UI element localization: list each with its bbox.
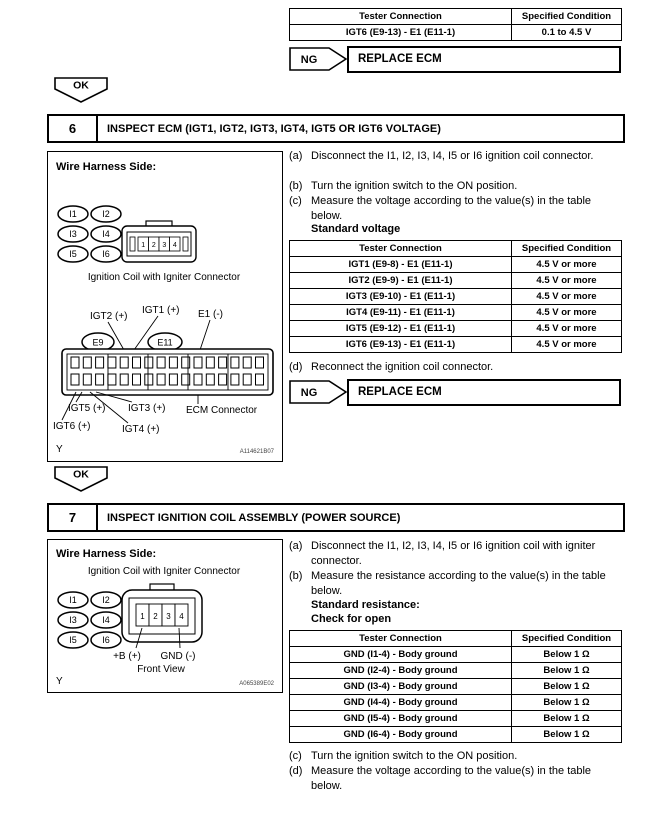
coil-pin-labels	[69, 209, 110, 259]
label-ecm-connector: ECM Connector	[186, 405, 258, 416]
instruction-b	[289, 179, 621, 194]
specified-condition-cell: 4.5 V or more	[512, 273, 622, 289]
ecm-connector-drawing	[62, 349, 273, 395]
ng-branch	[289, 380, 621, 404]
step7-resistance-table	[289, 630, 622, 743]
pin-number-1: 1	[140, 612, 145, 621]
tester-connection-cell: IGT6 (E9-13) - E1 (E11-1)	[290, 25, 512, 41]
igniter-connector-front-view	[122, 584, 202, 642]
table-row	[290, 647, 622, 663]
pin-i6: I6	[102, 635, 110, 645]
pin-i6: I6	[102, 249, 110, 259]
specified-condition-cell: Below 1 Ω	[512, 695, 622, 711]
specified-condition-cell: 4.5 V or more	[512, 257, 622, 273]
instruction-text: Turn the ignition switch to the ON position.	[311, 180, 518, 192]
specified-condition-cell: Below 1 Ω	[512, 679, 622, 695]
pin-i3: I3	[69, 229, 77, 239]
step-6-header	[47, 114, 625, 143]
pin-i2: I2	[102, 209, 110, 219]
label-gnd: GND (-)	[160, 651, 196, 662]
instruction-label: (d)	[289, 765, 303, 777]
table-row	[290, 695, 622, 711]
table-row	[290, 321, 622, 337]
label-igt6: IGT6 (+)	[53, 421, 91, 432]
pin-number-2: 2	[151, 242, 156, 249]
pin-number-4: 4	[179, 612, 184, 621]
coil-pin-ovals	[58, 206, 121, 262]
label-plus-b: +B (+)	[113, 651, 141, 662]
tester-connection-cell: GND (I6-4) - Body ground	[290, 727, 512, 743]
figure-code: A065389E02	[239, 681, 274, 687]
instruction-text: Reconnect the ignition coil connector.	[311, 361, 494, 373]
standard-resistance-label: Standard resistance:	[311, 599, 420, 611]
table-header-row	[290, 241, 622, 257]
ok-label: OK	[73, 468, 89, 481]
ok-marker-icon	[54, 466, 108, 492]
tester-connection-cell: IGT6 (E9-13) - E1 (E11-1)	[290, 337, 512, 353]
tester-connection-cell: GND (I1-4) - Body ground	[290, 647, 512, 663]
specified-condition-cell: Below 1 Ω	[512, 647, 622, 663]
label-igt2: IGT2 (+)	[90, 311, 128, 322]
step7-figure	[47, 539, 283, 693]
table-row	[290, 289, 622, 305]
instruction-label: (d)	[289, 361, 303, 373]
table-row	[290, 273, 622, 289]
label-igt1: IGT1 (+)	[142, 305, 180, 316]
table-row	[290, 711, 622, 727]
tester-connection-cell: IGT4 (E9-11) - E1 (E11-1)	[290, 305, 512, 321]
specified-condition-cell: Below 1 Ω	[512, 711, 622, 727]
ng-arrow-icon	[289, 47, 347, 71]
ng-branch	[289, 47, 621, 71]
instruction-d	[289, 360, 621, 375]
instruction-label: (a)	[289, 540, 303, 552]
instruction-text: Measure the resistance according to the value(s) in the table below.	[311, 570, 606, 597]
ng-label: NG	[300, 387, 318, 399]
step-number: 6	[49, 116, 98, 141]
label-e1: E1 (-)	[198, 309, 223, 320]
top-spec-table	[289, 8, 622, 41]
pin-i3: I3	[69, 615, 77, 625]
specified-condition-cell: 4.5 V or more	[512, 321, 622, 337]
instruction-c	[289, 749, 621, 764]
pin-i5: I5	[69, 635, 77, 645]
step6-voltage-table	[289, 240, 622, 353]
instruction-text: Turn the ignition switch to the ON position.	[311, 750, 518, 762]
step-title: INSPECT ECM (IGT1, IGT2, IGT3, IGT4, IGT5 OR IGT6 VOLTAGE)	[107, 122, 441, 135]
corner-mark: Y	[56, 444, 63, 455]
pin-i5: I5	[69, 249, 77, 259]
coil-pin-labels	[69, 595, 110, 645]
instruction-label: (a)	[289, 150, 303, 162]
ng-action-box: REPLACE ECM	[347, 46, 621, 73]
ok-label: OK	[73, 79, 89, 92]
table-row	[290, 257, 622, 273]
front-view-label: Front View	[137, 664, 185, 675]
step-title: INSPECT IGNITION COIL ASSEMBLY (POWER SOURCE)	[107, 511, 401, 524]
table-row	[290, 679, 622, 695]
instruction-b	[289, 569, 621, 598]
table-header-row	[290, 9, 622, 25]
table-row	[290, 305, 622, 321]
coil-pin-ovals	[58, 592, 121, 648]
specified-condition-cell: 0.1 to 4.5 V	[512, 25, 622, 41]
pin-i4: I4	[102, 615, 110, 625]
instruction-a	[289, 149, 621, 164]
pin-number-2: 2	[153, 612, 158, 621]
tester-connection-cell: GND (I5-4) - Body ground	[290, 711, 512, 727]
specified-condition-cell: Below 1 Ω	[512, 727, 622, 743]
instruction-label: (c)	[289, 195, 302, 207]
step6-figure	[47, 151, 283, 462]
specified-condition-cell: 4.5 V or more	[512, 305, 622, 321]
specified-condition-cell: 4.5 V or more	[512, 289, 622, 305]
specified-condition-cell: Below 1 Ω	[512, 663, 622, 679]
standard-voltage-label: Standard voltage	[311, 223, 401, 235]
ng-action-box: REPLACE ECM	[347, 379, 621, 406]
table-row	[290, 337, 622, 353]
tester-connection-cell: IGT2 (E9-9) - E1 (E11-1)	[290, 273, 512, 289]
table-row	[290, 663, 622, 679]
ok-marker-icon	[54, 77, 108, 103]
connector-front-view-diagram	[48, 540, 280, 690]
pin-i1: I1	[69, 595, 77, 605]
label-igt4: IGT4 (+)	[122, 424, 160, 435]
check-for-open-label: Check for open	[311, 613, 392, 625]
instruction-text: Disconnect the I1, I2, I3, I4, I5 or I6 ignition coil connector.	[311, 150, 594, 162]
igniter-connector-drawing	[122, 221, 196, 262]
pin-i1: I1	[69, 209, 77, 219]
pin-number-1: 1	[141, 242, 146, 249]
instruction-label: (b)	[289, 180, 303, 192]
step-number: 7	[49, 505, 98, 530]
pin-i2: I2	[102, 595, 110, 605]
col-header-tester-connection: Tester Connection	[290, 9, 512, 25]
pin-number-3: 3	[166, 612, 171, 621]
table-row	[290, 727, 622, 743]
corner-mark: Y	[56, 676, 63, 687]
wire-harness-diagram	[48, 152, 280, 459]
figure-heading: Wire Harness Side:	[56, 161, 157, 173]
instruction-c	[289, 194, 621, 223]
pin-i4: I4	[102, 229, 110, 239]
col-header-tester-connection: Tester Connection	[290, 241, 512, 257]
pin-number-4: 4	[172, 242, 177, 249]
col-header-specified-condition: Specified Condition	[512, 241, 622, 257]
oval-e9: E9	[92, 337, 104, 348]
figure-code: A114621B07	[239, 449, 274, 455]
table-header-row	[290, 631, 622, 647]
table-row	[290, 25, 622, 41]
tester-connection-cell: IGT3 (E9-10) - E1 (E11-1)	[290, 289, 512, 305]
label-igt5: IGT5 (+)	[68, 403, 106, 414]
instruction-label: (b)	[289, 570, 303, 582]
pin-number-3: 3	[162, 242, 167, 249]
tester-connection-cell: GND (I3-4) - Body ground	[290, 679, 512, 695]
instruction-text: Measure the voltage according to the value(s) in the table below.	[311, 765, 592, 792]
tester-connection-cell: IGT5 (E9-12) - E1 (E11-1)	[290, 321, 512, 337]
col-header-tester-connection: Tester Connection	[290, 631, 512, 647]
ng-arrow-icon	[289, 380, 347, 404]
instruction-a	[289, 539, 621, 568]
instruction-d	[289, 764, 621, 793]
oval-e11: E11	[157, 337, 173, 348]
instruction-text: Measure the voltage according to the value(s) in the table below.	[311, 195, 592, 222]
figure-heading: Wire Harness Side:	[56, 548, 157, 560]
tester-connection-cell: GND (I2-4) - Body ground	[290, 663, 512, 679]
tester-connection-cell: GND (I4-4) - Body ground	[290, 695, 512, 711]
col-header-specified-condition: Specified Condition	[512, 9, 622, 25]
figure-caption: Ignition Coil with Igniter Connector	[87, 272, 241, 283]
specified-condition-cell: 4.5 V or more	[512, 337, 622, 353]
col-header-specified-condition: Specified Condition	[512, 631, 622, 647]
instruction-label: (c)	[289, 750, 302, 762]
label-igt3: IGT3 (+)	[128, 403, 166, 414]
figure-caption: Ignition Coil with Igniter Connector	[87, 566, 241, 577]
instruction-text: Disconnect the I1, I2, I3, I4, I5 or I6 ignition coil with igniter connector.	[311, 540, 596, 567]
step-7-header	[47, 503, 625, 532]
ng-label: NG	[300, 54, 318, 66]
tester-connection-cell: IGT1 (E9-8) - E1 (E11-1)	[290, 257, 512, 273]
